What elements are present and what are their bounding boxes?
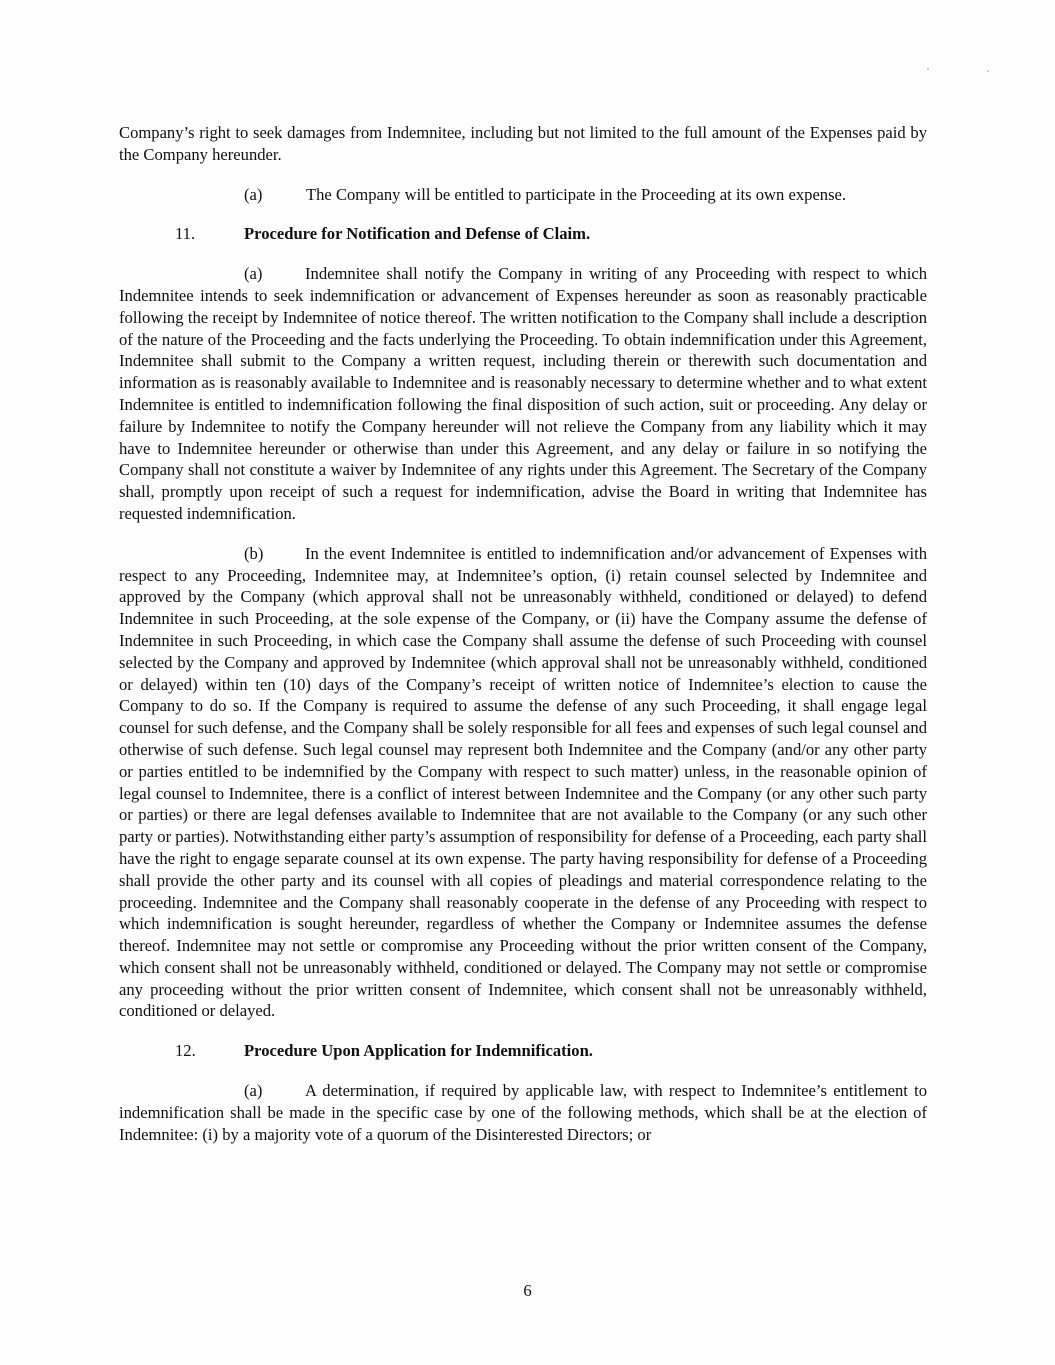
paragraph-label: (b)	[244, 543, 264, 563]
scan-speck	[987, 70, 989, 72]
subparagraph-a	[119, 184, 927, 206]
scan-speck	[927, 68, 929, 70]
section-11-heading	[119, 223, 927, 245]
section-12-heading	[119, 1040, 927, 1062]
section-11-paragraph-a	[119, 263, 927, 525]
paragraph-text: A determination, if required by applicable law, with respect to Indemnitee’s entitlement to indemnification shall be made in the specific case by one of the following methods, which shall be at the election of Indemnitee: (i) by a majority vote of a quorum of the Disinterested Directors; or	[119, 1081, 927, 1144]
section-11-paragraph-b	[119, 543, 927, 1023]
subparagraph-label: (a)	[244, 184, 263, 204]
paragraph-text: In the event Indemnitee is entitled to indemnification and/or advancement of Expenses with respect to any Proceeding, Indemnitee may, at Indemnitee’s option, (i) retain counsel selected by Indemnitee and approved by the Company (which approval shall not be unreasonably withheld, conditioned or delayed) to defend Indemnitee in such Proceeding, at the sole expense of the Company, or (ii) have the Company assume the defense of Indemnitee in such Proceeding, in which case the Company shall assume the defense of such Proceeding with counsel selected by the Company and approved by Indemnitee (which approval shall not be unreasonably withheld, conditioned or delayed) within ten (10) days of the Company’s receipt of written notice of Indemnitee’s election to cause the Company to do so. If the Company is required to assume the defense of any such Proceeding, it shall engage legal counsel for such defense, and the Company shall be solely responsible for all fees and expenses of such legal counsel and otherwise of such defense. Such legal counsel may represent both Indemnitee and the Company (and/or any other party or parties entitled to be indemnified by the Company with respect to such matter) unless, in the reasonable opinion of legal counsel to Indemnitee, there is a conflict of interest between Indemnitee and the Company (or any other such party or parties) or there are legal defenses available to Indemnitee that are not available to the Company (or any such other party or parties). Notwithstanding either party’s assumption of responsibility for defense of a Proceeding, each party shall have the right to engage separate counsel at its own expense. The party having responsibility for defense of a Proceeding shall provide the other party and its counsel with all copies of pleadings and material correspondence relating to the proceeding. Indemnitee and the Company shall reasonably cooperate in the defense of any Proceeding with respect to which indemnification is sought hereunder, regardless of whether the Company or Indemnitee assumes the defense thereof. Indemnitee may not settle or compromise any Proceeding without the prior written consent of the Company, which consent shall not be unreasonably withheld, conditioned or delayed. The Company may not settle or compromise any proceeding without the prior written consent of Indemnitee, which consent shall not be unreasonably withheld, conditioned or delayed.	[119, 543, 927, 1021]
paragraph-text: Indemnitee shall notify the Company in writing of any Proceeding with respect to which Indemnitee intends to seek indemnification or advancement of Expenses hereunder as soon as reasonably practicable following the receipt by Indemnitee of notice thereof. The written notification to the Company shall include a description of the nature of the Proceeding and the facts underlying the Proceeding. To obtain indemnification under this Agreement, Indemnitee shall submit to the Company a written request, including therein or therewith such documentation and information as is reasonably available to Indemnitee and is reasonably necessary to determine whether and to what extent Indemnitee is entitled to indemnification following the final disposition of such action, suit or proceeding. Any delay or failure by Indemnitee to notify the Company hereunder will not relieve the Company from any liability which it may have to Indemnitee hereunder or otherwise than under this Agreement, and any delay or failure in so notifying the Company shall not constitute a waiver by Indemnitee of any rights under this Agreement. The Secretary of the Company shall, promptly upon receipt of such a request for indemnification, advise the Board in writing that Indemnitee has requested indemnification.	[119, 264, 927, 523]
section-12-paragraph-a	[119, 1080, 927, 1145]
paragraph-label: (a)	[244, 264, 263, 284]
continuation-paragraph: Company’s right to seek damages from Indemnitee, including but not limited to the full amount of the Expenses paid by the Company hereunder.	[119, 123, 927, 164]
subparagraph-text: The Company will be entitled to participate in the Proceeding at its own expense.	[306, 184, 847, 204]
paragraph-label: (a)	[244, 1081, 263, 1101]
section-number: 11.	[175, 224, 196, 244]
section-title: Procedure Upon Application for Indemnification.	[244, 1041, 593, 1061]
document-body	[119, 122, 927, 1145]
section-title: Procedure for Notification and Defense of Claim.	[244, 224, 591, 244]
section-number: 12.	[175, 1041, 196, 1061]
page-number: 6	[523, 1281, 532, 1300]
